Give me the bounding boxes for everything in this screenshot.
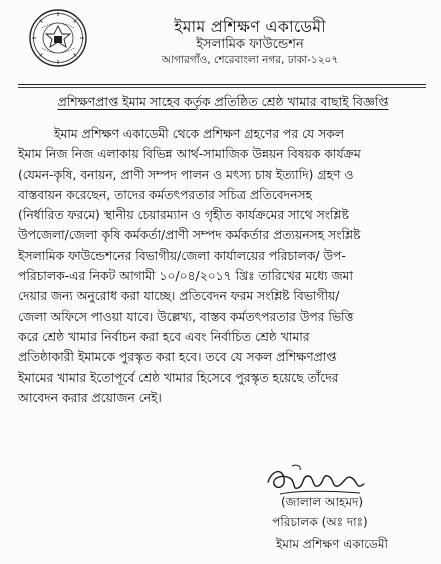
body-line: দেয়ার জন্য অনুরোধ করা যাচ্ছে। প্রতিবেদন ফরম সংশ্লিষ্ট বিভাগীয়/ [18, 289, 340, 304]
signer-title: পরিচালক (অঃ দাঃ) [272, 515, 368, 529]
organization-name: ইমাম প্রশিক্ষণ একাডেমী [174, 17, 326, 36]
body-line: জেলা অফিসে পাওয়া যাবে। উল্লেখ্য, বাস্তব কর্মতৎপরতার উপর ভিত্তি [18, 309, 354, 324]
islamic-foundation-seal-icon [28, 8, 88, 68]
notice-body [18, 124, 428, 408]
body-line: আবেদন করার প্রয়োজন নেই। [18, 390, 162, 405]
organization-address: আগারগাঁও, শেরেবাংলা নগর, ঢাকা-১২০৭ [161, 54, 339, 66]
body-line: ইসলামিক ফাউন্ডেশনের বিভাগীয়/জেলা কার্যালয়ের পরিচালক/ উপ- [18, 248, 346, 263]
signer-organization: ইমাম প্রশিক্ষণ একাডেমী [276, 537, 388, 551]
body-line: প্রতিষ্ঠাকারী ইমামকে পুরস্কৃত করা হবে। তবে যে সকল প্রশিক্ষণপ্রাপ্ত [18, 350, 337, 365]
body-line: ইমাম প্রশিক্ষণ একাডেমী থেকে প্রশিক্ষণ গ্রহণের পর যে সকল [54, 127, 344, 141]
signer-name: (জালাল আহমদ) [280, 495, 364, 509]
body-line: ইমাম নিজ নিজ এলাকায় বিভিন্ন আর্থ-সামাজিক উন্নয়ন বিষয়ক কার্যক্রম [18, 147, 361, 162]
body-line: (নির্ধারিত ফরমে) স্থানীয় চেয়ারম্যান ও গৃহীত কার্যক্রমের সাথে সংশ্লিষ্ট [18, 208, 349, 223]
header-divider-thin [18, 87, 426, 88]
parent-organization: ইসলামিক ফাউন্ডেশন [196, 37, 304, 52]
body-line: (যেমন-কৃষি, বনায়ন, প্রাণী সম্পদ পালন ও মৎস্য চাষ ইত্যাদি) গ্রহণ ও [18, 167, 354, 182]
body-line: উপজেলা/জেলা কৃষি কর্মকর্তা/প্রাণী সম্পদ কর্মকর্তার প্রত্যয়নসহ সংশ্লিষ্ট [18, 228, 361, 243]
notice-title: প্রশিক্ষণপ্রাপ্ত ইমাম সাহেব কর্তৃক প্রতিষ্ঠিত শ্রেষ্ঠ খামার বাছাই বিজ্ঞপ্তি [57, 94, 389, 109]
body-line: বাস্তবায়ন করেছেন, তাদের কর্মতৎপরতার সচিত্র প্রতিবেদনসহ [18, 187, 313, 202]
body-line: করে শ্রেষ্ঠ খামার নির্বাচন করা হবে এবং নির্বাচিত শ্রেষ্ঠ খামার [18, 329, 310, 344]
body-line: পরিচালক-এর নিকট আগামী ১০/০৪/২০১৭ খ্রিঃ তারিখের মধ্যে জমা [18, 269, 353, 284]
body-line: ইমামের খামার ইতোপূর্বে শ্রেষ্ঠ খামার হিসেবে পুরস্কৃত হয়েছে তাঁদের [18, 370, 339, 385]
header-divider [18, 84, 426, 85]
